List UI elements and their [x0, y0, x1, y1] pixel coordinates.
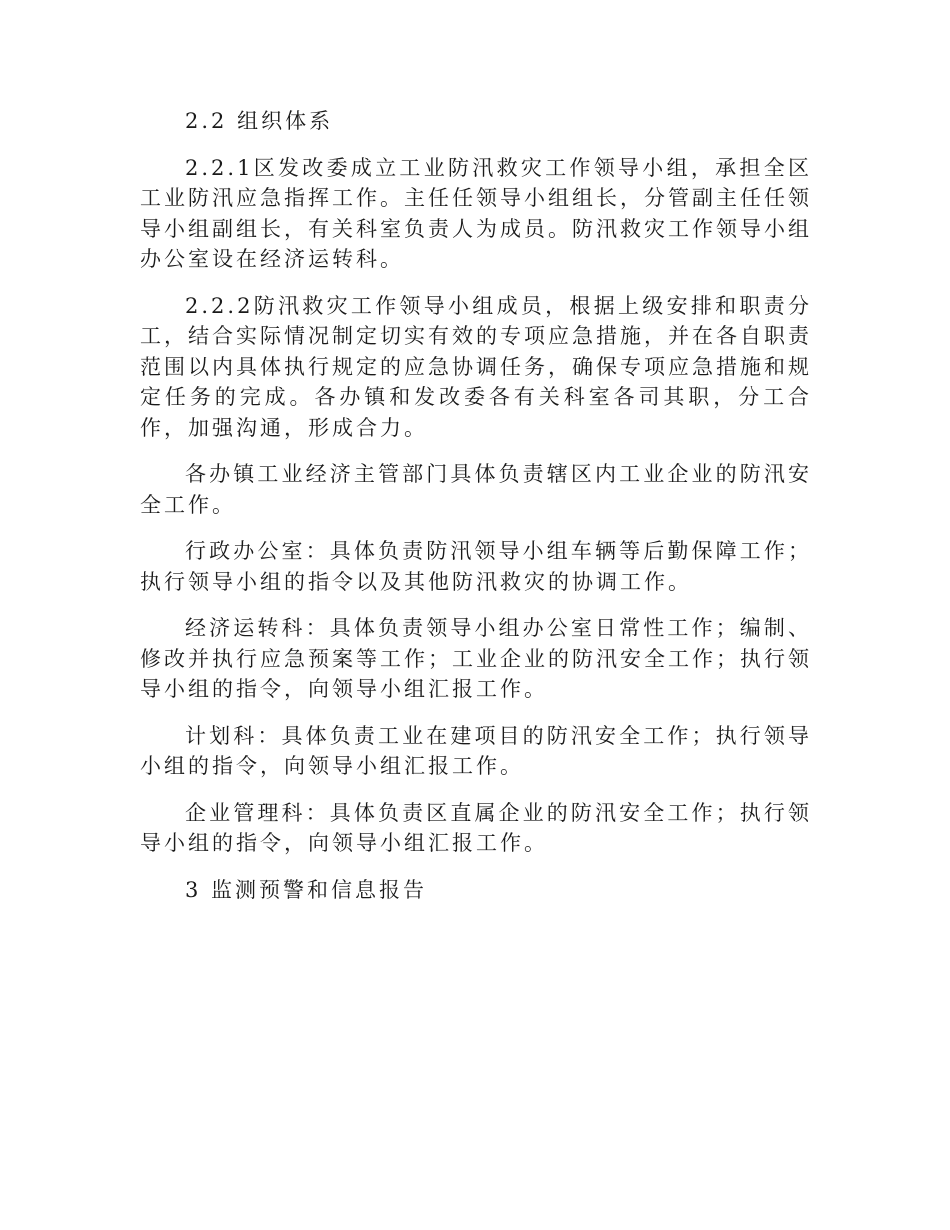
paragraph-admin-office: 行政办公室：具体负责防汛领导小组车辆等后勤保障工作；执行领导小组的指令以及其他防汛救灾的协调工作。 — [140, 539, 812, 594]
paragraph-town-departments: 各办镇工业经济主管部门具体负责辖区内工业企业的防汛安全工作。 — [140, 462, 812, 517]
paragraph-enterprise-management-section: 企业管理科：具体负责区直属企业的防汛安全工作；执行领导小组的指令，向领导小组汇报工作。 — [140, 800, 812, 855]
document-body — [140, 106, 812, 921]
paragraph-2-2-1: 2.2.1区发改委成立工业防汛救灾工作领导小组，承担全区工业防汛应急指挥工作。主任任领导小组组长，分管副主任任领导小组副组长，有关科室负责人为成员。防汛救灾工作领导小组办公室设在经济运转科。 — [140, 155, 812, 271]
paragraph-economic-operation-section: 经济运转科：具体负责领导小组办公室日常性工作；编制、修改并执行应急预案等工作；工业企业的防汛安全工作；执行领导小组的指令，向领导小组汇报工作。 — [140, 616, 812, 701]
section-heading-2-2: 2.2 组织体系 — [185, 109, 334, 133]
paragraph-2-2-2: 2.2.2防汛救灾工作领导小组成员，根据上级安排和职责分工，结合实际情况制定切实有效的专项应急措施，并在各自职责范围以内具体执行规定的应急协调任务，确保专项应急措施和规定任务的完成。各办镇和发改委各有关科室各司其职，分工合作，加强沟通，形成合力。 — [140, 293, 812, 440]
paragraph-planning-section: 计划科：具体负责工业在建项目的防汛安全工作；执行领导小组的指令，向领导小组汇报工作。 — [140, 723, 812, 778]
section-heading-3: 3 监测预警和信息报告 — [185, 877, 428, 902]
